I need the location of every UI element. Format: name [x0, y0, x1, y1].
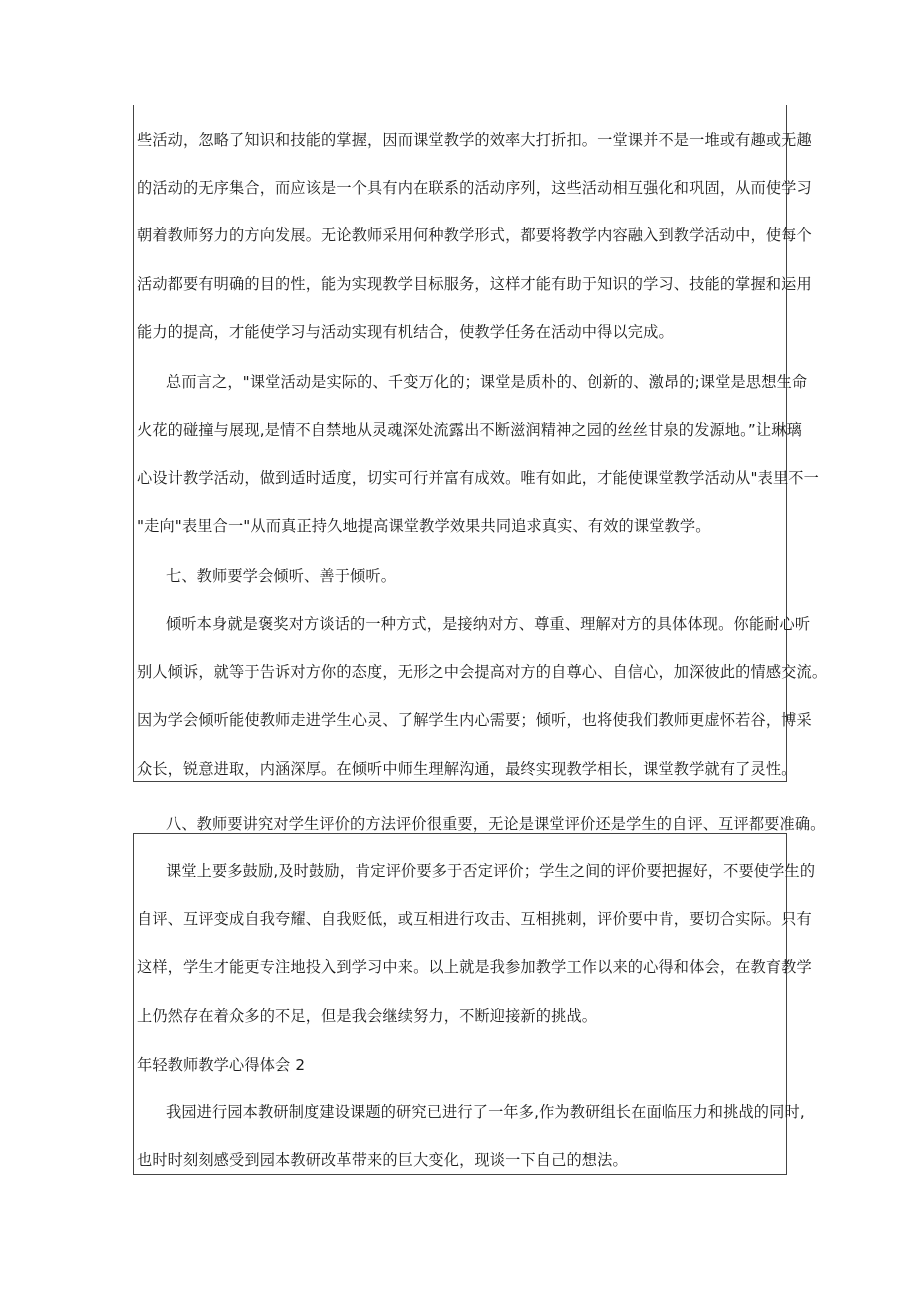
paragraph-line: "走向"表里合一"从而真正持久地提高课堂教学效果共同追求真实、有效的课堂教学。 [137, 517, 711, 535]
paragraph-line: 的活动的无序集合，而应该是一个具有内在联系的活动序列，这些活动相互强化和巩固，从而使学习 [137, 179, 812, 197]
paragraph-line: 些活动，忽略了知识和技能的掌握，因而课堂教学的效率大打折扣。一堂课并不是一堆或有趣或无趣 [137, 131, 812, 149]
paragraph-line: 我园进行园本教研制度建设课题的研究已进行了一年多,作为教研组长在面临压力和挑战的同时, [166, 1103, 805, 1121]
section-heading: 八、教师要讲究对学生评价的方法评价很重要，无论是课堂评价还是学生的自评、互评都要准确。 [166, 815, 826, 833]
paragraph-line: 自评、互评变成自我夸耀、自我贬低，或互相进行攻击、互相挑刺，评价要中肯，要切合实际。只有 [137, 910, 812, 928]
paragraph-line: 上仍然存在着众多的不足，但是我会继续努力，不断迎接新的挑战。 [137, 1007, 598, 1025]
paragraph-line: 众长，锐意进取，内涵深厚。在倾听中师生理解沟通，最终实现教学相长，课堂教学就有了灵性。 [137, 760, 797, 778]
paragraph-line: 能力的提高，才能使学习与活动实现有机结合，使教学任务在活动中得以完成。 [137, 323, 674, 341]
paragraph-line: 也时时刻刻感受到园本教研改革带来的巨大变化，现谈一下自己的想法。 [137, 1151, 628, 1169]
paragraph-line: 倾听本身就是褒奖对方谈话的一种方式，是接纳对方、尊重、理解对方的具体体现。你能耐心听 [166, 615, 811, 633]
paragraph-line: 火花的碰撞与展现,是情不自禁地从灵魂深处流露出不断滋润精神之园的丝丝甘泉的发源地。”让琳璃 [137, 421, 802, 439]
essay-title: 年轻教师教学心得体会 2 [137, 1056, 306, 1074]
paragraph-line: 别人倾诉，就等于告诉对方你的态度，无形之中会提高对方的自尊心、自信心，加深彼此的情感交流。 [137, 663, 828, 681]
paragraph-line: 活动都要有明确的目的性，能为实现教学目标服务，这样才能有助于知识的学习、技能的掌握和运用 [137, 275, 812, 293]
content-frame-bottom [133, 833, 787, 1175]
section-heading: 七、教师要学会倾听、善于倾听。 [166, 567, 397, 585]
paragraph-line: 因为学会倾听能使教师走进学生心灵、了解学生内心需要；倾听，也将使我们教师更虚怀若谷，博采 [137, 711, 812, 729]
paragraph-line: 朝着教师努力的方向发展。无论教师采用何种教学形式，都要将教学内容融入到教学活动中，使每个 [137, 226, 812, 244]
paragraph-line: 课堂上要多鼓励,及时鼓励，肯定评价要多于否定评价；学生之间的评价要把握好，不要使学生的 [166, 862, 816, 880]
paragraph-line: 总而言之，"课堂活动是实际的、千变万化的；课堂是质朴的、创新的、激昂的;课堂是思想生命 [166, 373, 808, 391]
paragraph-line: 心设计教学活动，做到适时适度，切实可行并富有成效。唯有如此，才能使课堂教学活动从"表里不一 [137, 469, 819, 487]
paragraph-line: 这样，学生才能更专注地投入到学习中来。以上就是我参加教学工作以来的心得和体会，在教育教学 [137, 958, 812, 976]
